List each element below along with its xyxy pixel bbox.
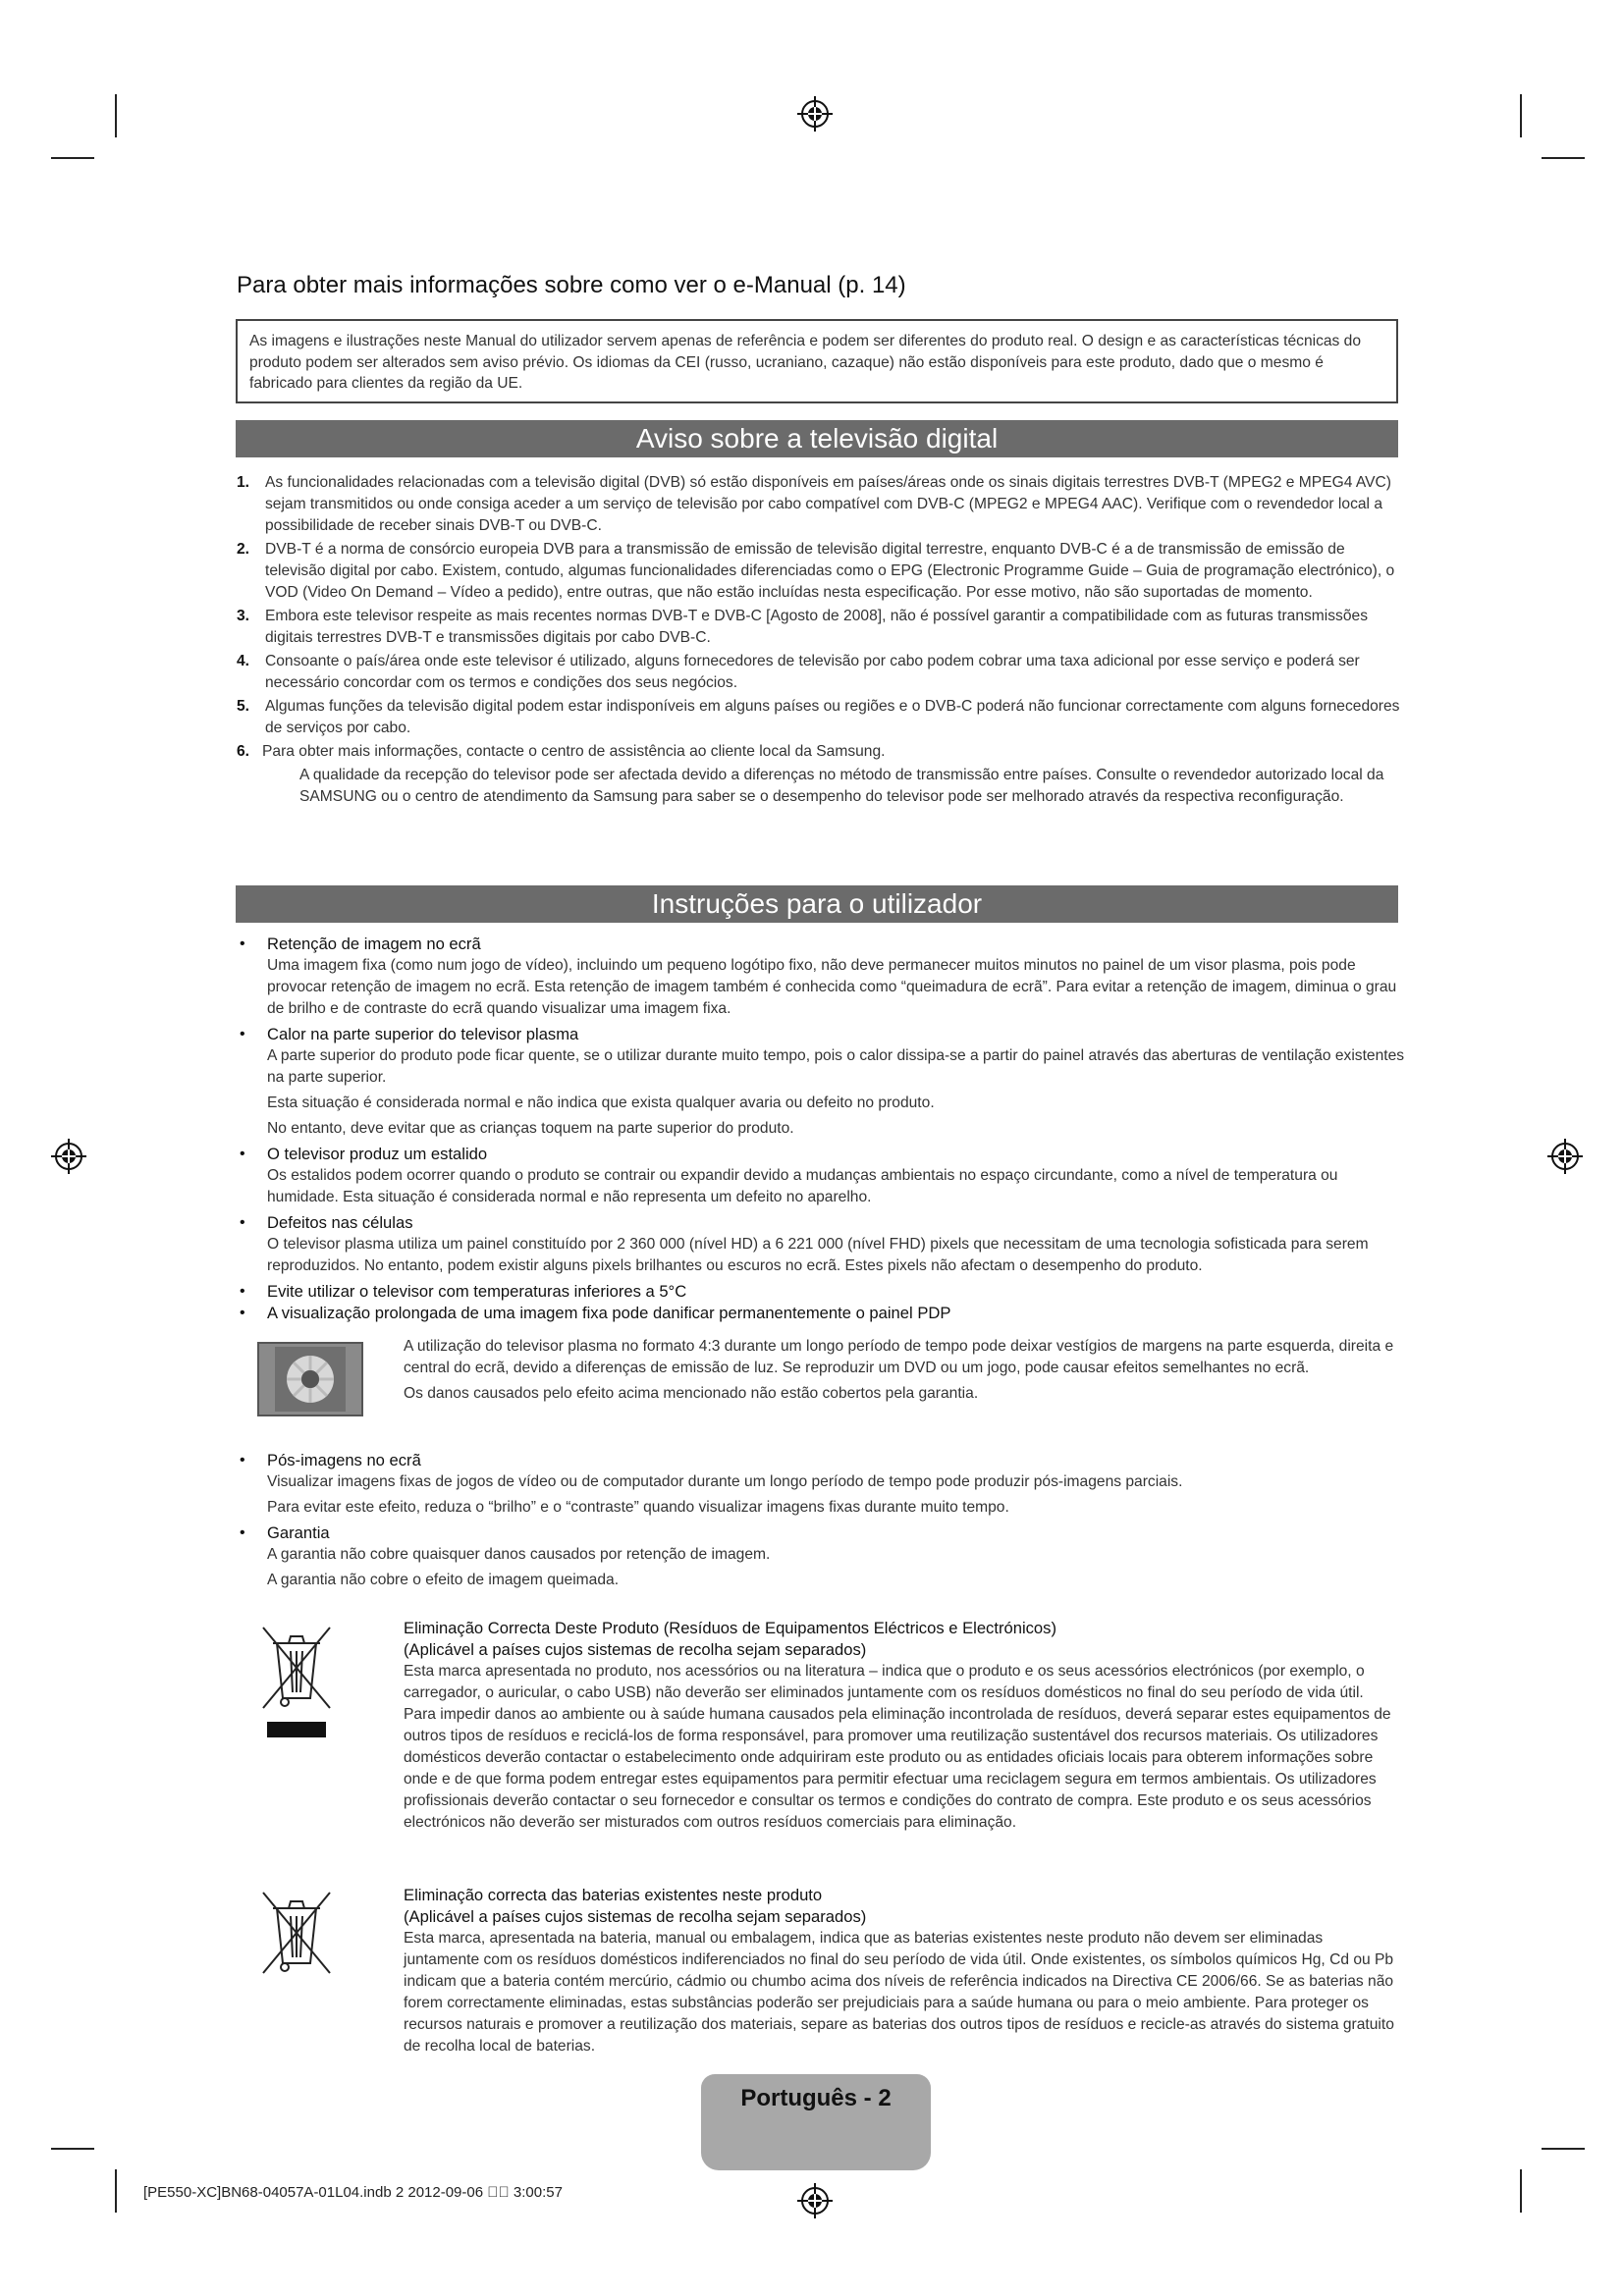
list-number: 5. (237, 698, 250, 715)
digital-notice-list (237, 472, 1405, 808)
crop-mark (1542, 2148, 1585, 2150)
item-text: Esta situação é considerada normal e não indica que exista qualquer avaria ou defeito no produto. (267, 1095, 935, 1111)
registration-mark-icon (797, 96, 833, 132)
list-item (237, 1450, 1405, 1519)
item-title: O televisor produz um estalido (267, 1145, 488, 1163)
weee-body: Esta marca apresentada no produto, nos acessórios ou na literatura – indica que o produto e os seus acessórios electrónicos (por exemplo, o carregador, o auricular, o cabo USB) não deverão ser eliminados juntamente com os resíduos domésticos no final do seu período de vida útil. Para impedir danos ao ambiente ou à saúde humana causados pela eliminação incontrolada de resíduos, deverá separar estes equipamentos de outros tipos de resíduos e reciclá-los de forma responsável, para promover uma reutilização sustentável dos recursos materiais. Os utilizadores domésticos deverão contactar o estabelecimento onde adquiriram este produto ou as entidades oficiais locais para obterem informações sobre onde e de que forma podem entregar estes equipamentos para permitir efectuar uma reciclagem segura em termos ambientais. Os utilizadores profissionais deverão contactar o seu fornecedor e consultar os termos e condições do contrato de compra. Este produto e os seus acessórios electrónicos não deverão ser misturados com outros resíduos comerciais para eliminação. (404, 1663, 1391, 1831)
item-text: No entanto, deve evitar que as crianças toquem na parte superior do produto. (267, 1120, 794, 1137)
weee-title: Eliminação correcta das baterias existentes neste produto (404, 1886, 823, 1904)
tv-screen-illustration (257, 1342, 363, 1416)
list-number: 3. (237, 608, 250, 624)
list-item (237, 741, 1405, 763)
digital-subnote (237, 765, 1405, 808)
item-text: A garantia não cobre quaisquer danos causados por retenção de imagem. (267, 1546, 771, 1563)
item-text: Para evitar este efeito, reduza o “brilho” e o “contraste” quando visualizar imagens fixas durante muito tempo. (267, 1499, 1009, 1516)
list-item (237, 1024, 1405, 1140)
item-title: Pós-imagens no ecrã (267, 1451, 421, 1469)
note-text: A qualidade da recepção do televisor pode ser afectada devido a diferenças no método de transmissão entre países. Consulte o revendedor autorizado local da SAMSUNG ou o centro de atendimento da Samsung para saber se o desempenho do televisor pode ser melhorado através da respectiva reconfiguração. (299, 767, 1384, 805)
bullet-icon: • (240, 1146, 245, 1162)
list-item (237, 606, 1405, 649)
list-number: 2. (237, 541, 250, 558)
list-item (237, 1303, 1405, 1324)
item-title: Evite utilizar o televisor com temperaturas inferiores a 5°C (267, 1282, 687, 1301)
list-item (237, 934, 1405, 1020)
weee-subtitle: (Aplicável a países cujos sistemas de recolha sejam separados) (404, 1907, 867, 1926)
item-text: Visualizar imagens fixas de jogos de vídeo ou de computador durante um longo período de tempo pode produzir pós-imagens parciais. (267, 1473, 1183, 1490)
crossed-bin-icon (261, 1624, 332, 1739)
crop-mark (115, 2169, 117, 2213)
weee-battery-text (404, 1885, 1399, 2057)
item-title: Garantia (267, 1523, 330, 1542)
item-text: A garantia não cobre o efeito de imagem queimada. (267, 1572, 620, 1588)
item-title: Calor na parte superior do televisor plasma (267, 1025, 579, 1043)
crop-mark (51, 157, 94, 159)
weee-product-block (237, 1618, 1405, 1873)
section-banner-digital: Aviso sobre a televisão digital (236, 420, 1398, 457)
item-text: Os estalidos podem ocorrer quando o produto se contrair ou expandir devido a mudanças ambientais no espaço circundante, como a nível de temperatura ou humidade. Esta situação é considerada normal e não representa um defeito no aparelho. (267, 1167, 1338, 1205)
item-text: Uma imagem fixa (como num jogo de vídeo), incluindo um pequeno logótipo fixo, não deve permanecer muitos minutos no painel de um visor plasma, pois pode provocar retenção de imagem no ecrã. Esta retenção de imagem também é conhecida como “queimadura de ecrã”. Para evitar a retenção de imagem, diminua o grau de brilho e de contraste do ecrã quando visualizar uma imagem fixa. (267, 957, 1397, 1017)
print-file-info: [PE550-XC]BN68-04057A-01L04.indb 2 2012-09-06 ￿￿ 3:00:57 (143, 2184, 563, 2201)
item-text: O televisor plasma utiliza um painel constituído por 2 360 000 (nível HD) a 6 221 000 (nível FHD) pixels que necessitam de uma tecnologia sofisticada para serem reproduzidos. No entanto, podem existir alguns pixels brilhantes ou escuros no ecrã. Estes pixels não afectam o desempenho do produto. (267, 1236, 1369, 1274)
list-text: As funcionalidades relacionadas com a televisão digital (DVB) só estão disponíveis em países/áreas onde os sinais digitais terrestres DVB-T (MPEG2 e MPEG4 AVC) sejam transmitidos ou onde consiga aceder a um serviço de televisão por cabo compatível com DVB-C (MPEG2 e MPEG4 AAC). Verifique com o revendedor local a possibilidade de receber sinais DVB-T ou DVB-C. (265, 474, 1391, 534)
list-item (237, 539, 1405, 604)
crop-mark (1520, 94, 1522, 137)
bullet-icon: • (240, 935, 245, 952)
page-heading: Para obter mais informações sobre como ver o e-Manual (p. 14) (237, 272, 906, 298)
crop-mark (1542, 157, 1585, 159)
list-item (237, 472, 1405, 537)
pdp-text (404, 1336, 1395, 1405)
weee-body: Esta marca, apresentada na bateria, manual ou embalagem, indica que as baterias existentes neste produto não devem ser eliminadas juntamente com os resíduos domésticos indiferenciados no final do seu período de vida útil. Onde existentes, os símbolos químicos Hg, Cd ou Pb indicam que a bateria contém mercúrio, cádmio ou chumbo acima dos níveis de referência indicados na Directiva CE 2006/66. Se as baterias não forem correctamente eliminadas, estas substâncias poderão ser prejudiciais para a saúde humana ou para o meio ambiente. Para proteger os recursos naturais e promover a reutilização dos materiais, separe as baterias dos outros tipos de resíduos e recicle-as através do sistema gratuito de recolha local de baterias. (404, 1930, 1394, 2055)
bullet-icon: • (240, 1305, 245, 1321)
pdp-illustration-block (237, 1324, 1405, 1450)
list-item (237, 1281, 1405, 1303)
item-title: Retenção de imagem no ecrã (267, 934, 481, 953)
weee-product-text (404, 1618, 1399, 1834)
crop-mark (1520, 2169, 1522, 2213)
list-number: 1. (237, 474, 250, 491)
bullet-icon: • (240, 1214, 245, 1231)
item-text: A parte superior do produto pode ficar quente, se o utilizar durante muito tempo, pois o calor dissipa-se a partir do painel através das aberturas de ventilação existentes na parte superior. (267, 1047, 1405, 1086)
list-item (237, 1522, 1405, 1591)
item-text: A utilização do televisor plasma no formato 4:3 durante um longo período de tempo pode deixar vestígios de margens na parte esquerda, direita e central do ecrã, devido a diferenças de emissão de luz. Se reproduzir um DVD ou um jogo, pode causar efeitos semelhantes no ecrã. (404, 1338, 1394, 1376)
weee-subtitle: (Aplicável a países cujos sistemas de recolha sejam separados) (404, 1640, 867, 1659)
list-text: Consoante o país/área onde este televisor é utilizado, alguns fornecedores de televisão por cabo podem cobrar uma taxa adicional por esse serviço e poderá ser necessário concordar com os termos e condições dos seus negócios. (265, 653, 1360, 691)
registration-mark-icon (51, 1139, 86, 1174)
bullet-icon: • (240, 1283, 245, 1300)
list-item (237, 651, 1405, 694)
user-instructions-list (237, 934, 1405, 1595)
crop-mark (51, 2148, 94, 2150)
bullet-icon: • (240, 1026, 245, 1042)
list-text: Para obter mais informações, contacte o centro de assistência ao cliente local da Samsung. (262, 743, 886, 760)
item-title: Defeitos nas células (267, 1213, 413, 1232)
weee-title: Eliminação Correcta Deste Produto (Resíduos de Equipamentos Eléctricos e Electrónicos) (404, 1619, 1056, 1637)
list-item (237, 1212, 1405, 1277)
list-text: Embora este televisor respeite as mais recentes normas DVB-T e DVB-C [Agosto de 2008], não é possível garantir a compatibilidade com as futuras transmissões digitais terrestres DVB-T e transmissões digitais por cabo DVB-C. (265, 608, 1368, 646)
crop-mark (115, 94, 117, 137)
registration-mark-icon (797, 2183, 833, 2218)
weee-battery-block (237, 1885, 1405, 2081)
list-number: 4. (237, 653, 250, 669)
page-number: Português - 2 (740, 2085, 892, 2111)
list-number: 6. (237, 743, 250, 760)
list-item (237, 696, 1405, 739)
item-title: A visualização prolongada de uma imagem fixa pode danificar permanentemente o painel PDP (267, 1304, 951, 1322)
note-box: As imagens e ilustrações neste Manual do utilizador servem apenas de referência e podem ser diferentes do produto real. O design e as características técnicas do produto podem ser alterados sem aviso prévio. Os idiomas da CEI (russo, ucraniano, cazaque) não estão disponíveis para este produto, dado que o mesmo é fabricado para clientes da região da UE. (236, 319, 1398, 403)
list-text: DVB-T é a norma de consórcio europeia DVB para a transmissão de emissão de televisão digital terrestre, enquanto DVB-C é a de transmissão de emissão de televisão digital por cabo. Existem, contudo, algumas funcionalidades diferenciadas como o EPG (Electronic Programme Guide – Guia de programação electrónico), o VOD (Video On Demand – Vídeo a pedido), entre outras, que não estão incluídas nesta especificação. Por esse motivo, não são suportadas de momento. (265, 541, 1395, 601)
crossed-bin-icon (261, 1889, 332, 1997)
list-text: Algumas funções da televisão digital podem estar indisponíveis em alguns países ou regiões e o DVB-C poderá não funcionar correctamente com alguns fornecedores de serviços por cabo. (265, 698, 1400, 736)
section-banner-user: Instruções para o utilizador (236, 885, 1398, 923)
bullet-icon: • (240, 1452, 245, 1468)
item-text: Os danos causados pelo efeito acima mencionado não estão cobertos pela garantia. (404, 1385, 979, 1402)
flower-image-icon (259, 1344, 361, 1415)
bullet-icon: • (240, 1524, 245, 1541)
list-item (237, 1144, 1405, 1208)
registration-mark-icon (1547, 1139, 1583, 1174)
